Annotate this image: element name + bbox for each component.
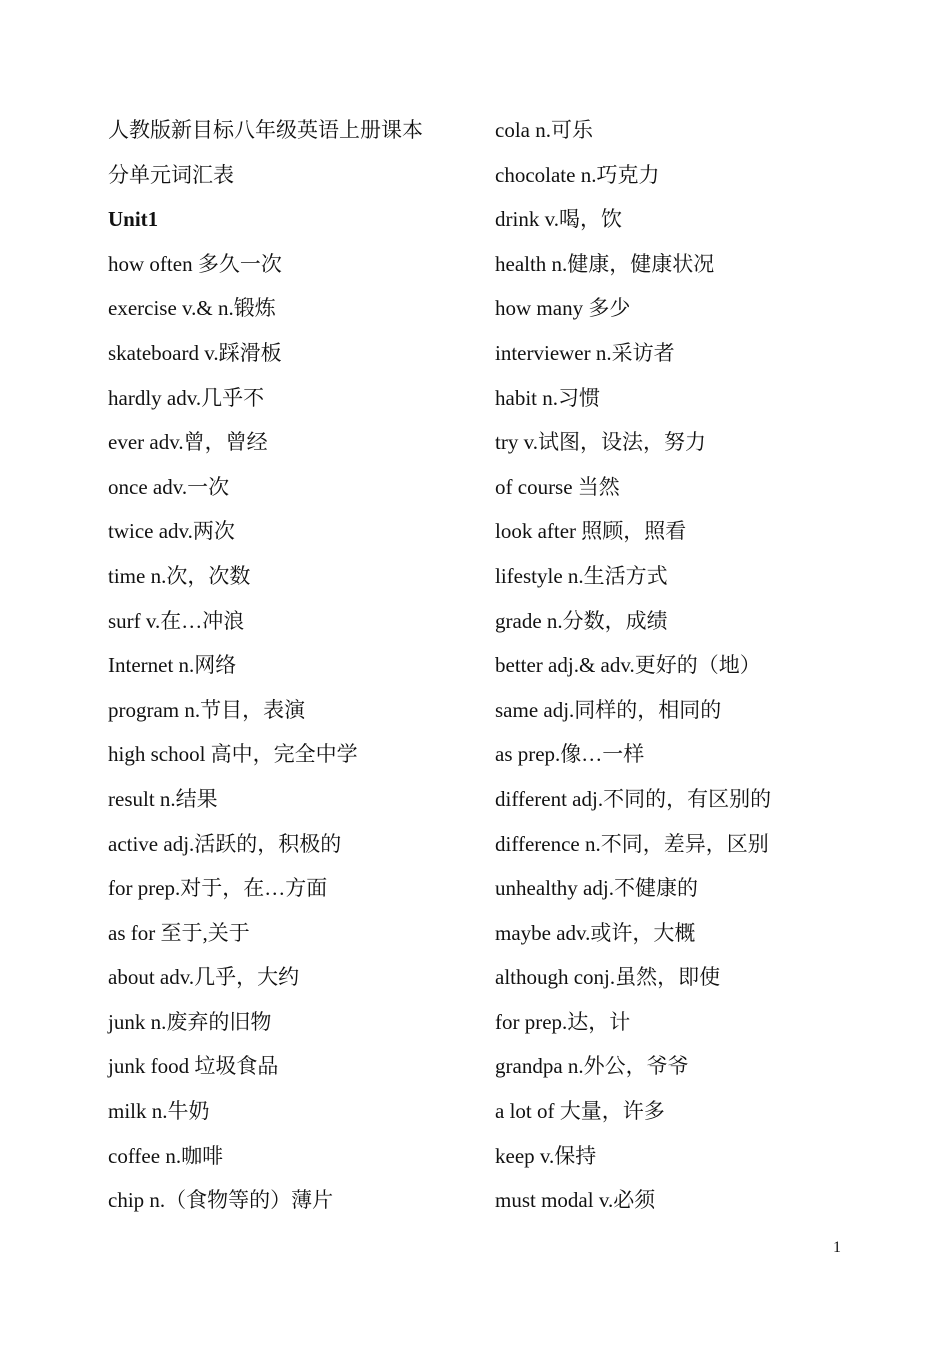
vocab-entry: a lot of 大量，许多 <box>495 1099 665 1124</box>
vocab-entry: high school 高中，完全中学 <box>108 742 358 767</box>
vocab-entry: chocolate n.巧克力 <box>495 162 660 187</box>
vocab-entry: hardly adv.几乎不 <box>108 385 265 410</box>
vocabulary-column-left <box>108 110 478 1225</box>
vocab-entry: difference n.不同，差异，区别 <box>495 831 769 856</box>
vocab-entry: surf v.在…冲浪 <box>108 608 245 633</box>
vocab-entry: how often 多久一次 <box>108 251 282 276</box>
vocab-entry: milk n.牛奶 <box>108 1099 210 1124</box>
vocab-entry: skateboard v.踩滑板 <box>108 340 282 365</box>
vocab-entry: active adj.活跃的，积极的 <box>108 831 342 856</box>
vocab-entry: of course 当然 <box>495 474 620 499</box>
vocab-entry: for prep.达，计 <box>495 1009 631 1034</box>
document-title-line: 分单元词汇表 <box>108 162 234 187</box>
vocab-entry: time n.次，次数 <box>108 563 251 588</box>
vocab-entry: junk n.废弃的旧物 <box>108 1009 272 1034</box>
vocab-entry: interviewer n.采访者 <box>495 340 675 365</box>
vocab-entry: result n.结果 <box>108 786 218 811</box>
vocab-entry: same adj.同样的，相同的 <box>495 697 722 722</box>
vocab-entry: exercise v.& n.锻炼 <box>108 296 276 321</box>
vocab-entry: as prep.像…一样 <box>495 742 645 767</box>
vocab-entry: program n.节目，表演 <box>108 697 306 722</box>
vocab-entry: must modal v.必须 <box>495 1188 656 1213</box>
vocab-entry: habit n.习惯 <box>495 385 600 410</box>
vocab-entry: twice adv.两次 <box>108 519 235 544</box>
page-number: 1 <box>833 1239 841 1256</box>
vocab-entry: unhealthy adj.不健康的 <box>495 876 698 901</box>
vocab-entry: lifestyle n.生活方式 <box>495 563 668 588</box>
vocab-entry: different adj.不同的，有区别的 <box>495 786 772 811</box>
vocab-entry: health n.健康，健康状况 <box>495 251 715 276</box>
document-title-line: 人教版新目标八年级英语上册课本 <box>108 118 423 142</box>
vocab-entry: junk food 垃圾食品 <box>108 1054 279 1079</box>
vocab-entry: grade n.分数，成绩 <box>495 608 668 633</box>
vocab-entry: try v.试图，设法，努力 <box>495 430 706 455</box>
vocab-entry: although conj.虽然，即使 <box>495 965 721 990</box>
vocab-entry: about adv.几乎，大约 <box>108 965 300 990</box>
vocab-entry: how many 多少 <box>495 296 631 321</box>
vocab-entry: ever adv.曾，曾经 <box>108 430 268 455</box>
vocab-entry: drink v.喝，饮 <box>495 207 622 232</box>
vocab-entry: as for 至于,关于 <box>108 920 250 945</box>
unit-heading: Unit1 <box>108 207 159 232</box>
vocab-entry: cola n.可乐 <box>495 118 593 142</box>
vocab-entry: Internet n.网络 <box>108 653 237 678</box>
vocab-entry: once adv.一次 <box>108 474 230 499</box>
vocab-entry: keep v.保持 <box>495 1143 597 1168</box>
vocab-entry: for prep.对于，在…方面 <box>108 876 328 901</box>
vocabulary-column-right <box>495 110 865 1225</box>
vocab-entry: chip n.（食物等的）薄片 <box>108 1188 334 1213</box>
vocab-entry: coffee n.咖啡 <box>108 1143 224 1168</box>
vocab-entry: look after 照顾，照看 <box>495 519 687 544</box>
vocab-entry: maybe adv.或许，大概 <box>495 920 696 945</box>
vocab-entry: grandpa n.外公，爷爷 <box>495 1054 689 1079</box>
vocab-entry: better adj.& adv.更好的（地） <box>495 653 761 678</box>
